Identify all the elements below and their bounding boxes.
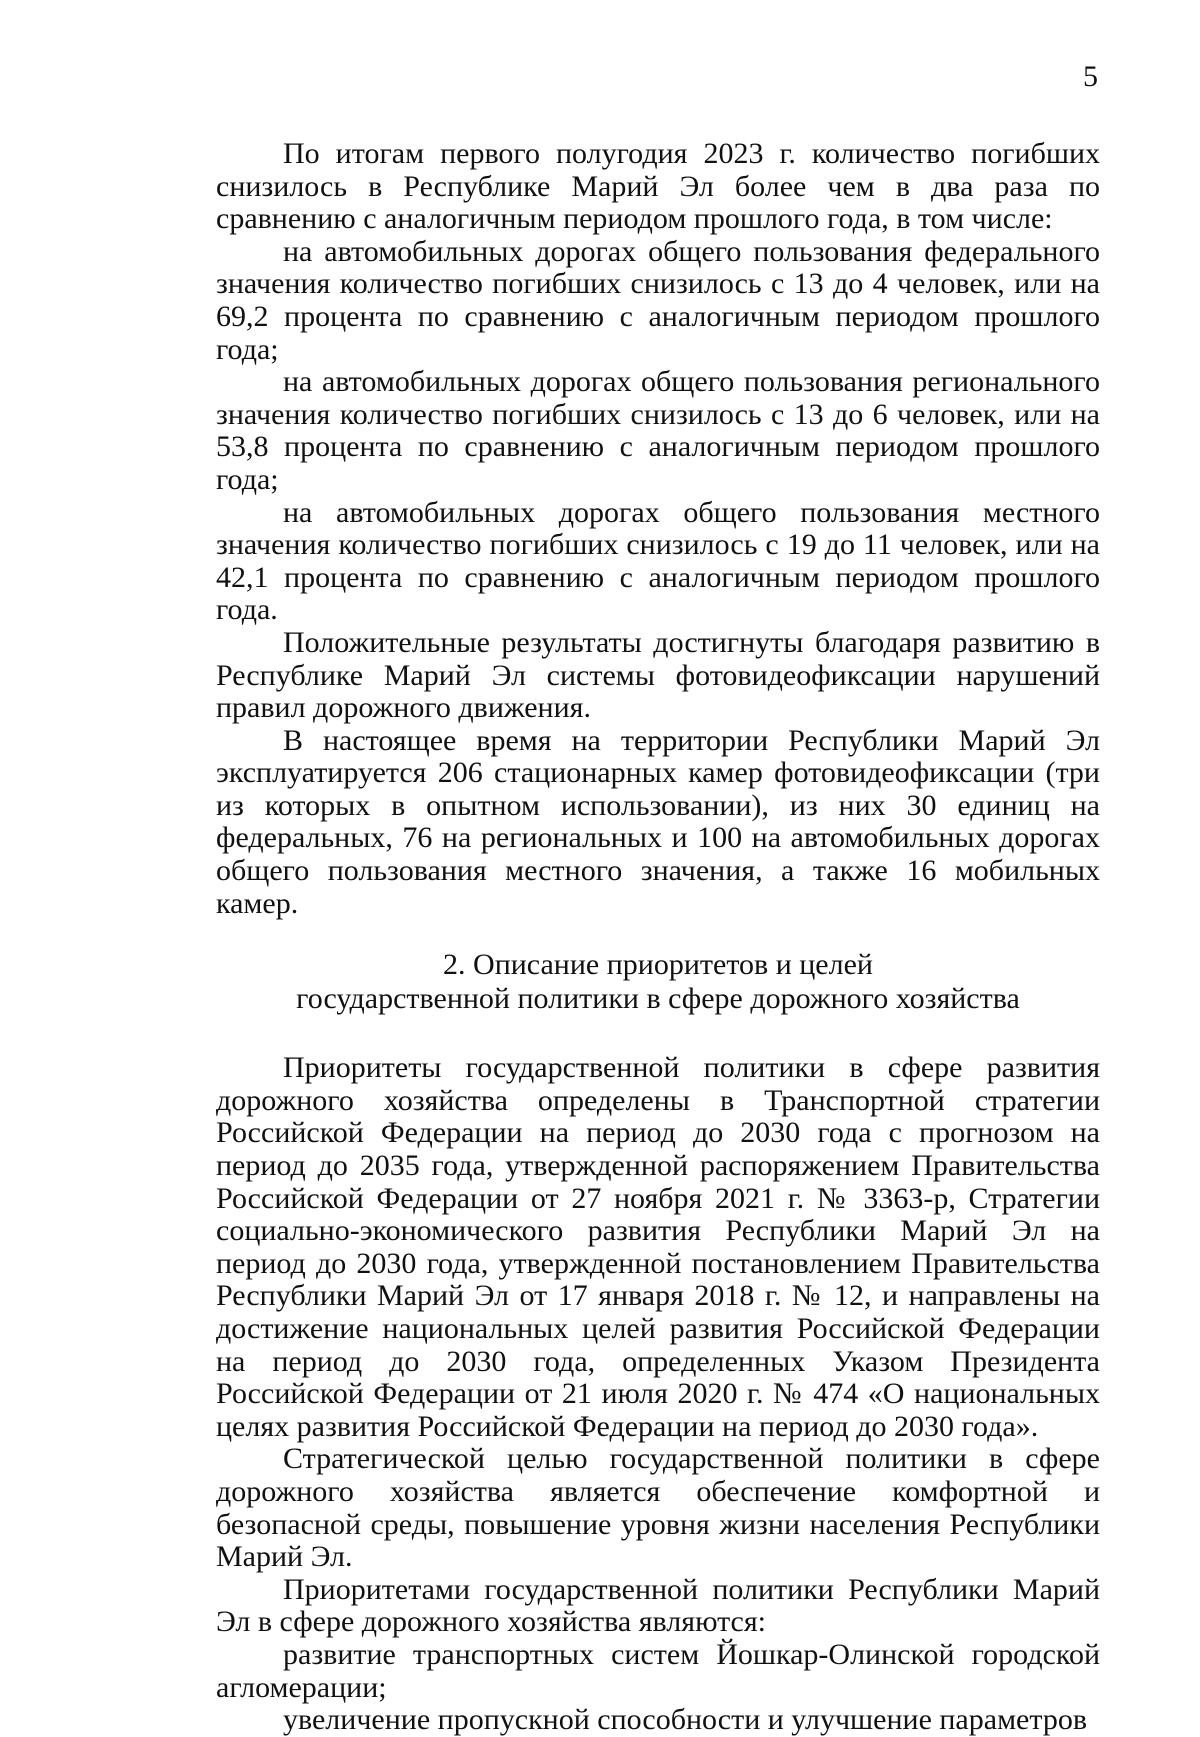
section-heading-line: 2. Описание приоритетов и целей — [443, 948, 873, 982]
page-number: 5 — [1083, 60, 1098, 93]
paragraph: Приоритеты государственной политики в сфере развития дорожного хозяйства определены в Транспортной стратегии Российской Федерации на период до 2030 года с прогнозом на период до 2035 года, утвержденной распоряжением Правительства Российской Федерации от 27 ноября 2021 г. № 3363-р, Стратегии социально-экономического развития Республики Марий Эл на период до 2030 года, утвержденной постановлением Правительства Республики Марий Эл от 17 января 2018 г. № 12, и направлены на достижение национальных целей развития Российской Федерации на период до 2030 года, определенных Указом Президента Российской Федерации от 21 июля 2020 г. № 474 «О национальных целях развития Российской Федерации на период до 2030 года». — [216, 1051, 1100, 1443]
paragraph: на автомобильных дорогах общего пользования местного значения количество погибших снизилось с 19 до 11 человек, или на 42,1 процента по сравнению с аналогичным периодом прошлого года. — [216, 495, 1100, 627]
paragraph: Стратегической целью государственной политики в сфере дорожного хозяйства является обеспечение комфортной и безопасной среды, повышение уровня жизни населения Республики Марий Эл. — [216, 1442, 1100, 1574]
paragraph: В настоящее время на территории Республики Марий Эл эксплуатируется 206 стационарных камер фотовидеофиксации (три из которых в опытном использовании), из них 30 единиц на федеральных, 76 на региональных и 100 на автомобильных дорогах общего пользования местного значения, а также 16 мобильных камер. — [216, 723, 1100, 920]
paragraph: на автомобильных дорогах общего пользования федерального значения количество погибших снизилось с 13 до 4 человек, или на 69,2 процента по сравнению с аналогичным периодом прошлого года; — [216, 234, 1100, 366]
paragraph: на автомобильных дорогах общего пользования регионального значения количество погибших снизилось с 13 до 6 человек, или на 53,8 процента по сравнению с аналогичным периодом прошлого года; — [216, 365, 1100, 496]
paragraph: развитие транспортных систем Йошкар-Олинской городской агломерации; — [216, 1637, 1100, 1704]
paragraph: По итогам первого полугодия 2023 г. количество погибших снизилось в Республике Марий Эл более чем в два раза по сравнению с аналогичным периодом прошлого года, в том числе: — [216, 137, 1100, 236]
paragraph: увеличение пропускной способности и улучшение параметров — [283, 1703, 1088, 1737]
paragraph: Приоритетами государственной политики Республики Марий Эл в сфере дорожного хозяйства являются: — [216, 1572, 1100, 1639]
section-heading-line: государственной политики в сфере дорожного хозяйства — [296, 982, 1020, 1016]
section-heading — [216, 948, 1100, 1016]
paragraph: Положительные результаты достигнуты благодаря развитию в Республике Марий Эл системы фотовидеофиксации нарушений правил дорожного движения. — [216, 625, 1100, 725]
document-body — [216, 138, 1100, 1737]
